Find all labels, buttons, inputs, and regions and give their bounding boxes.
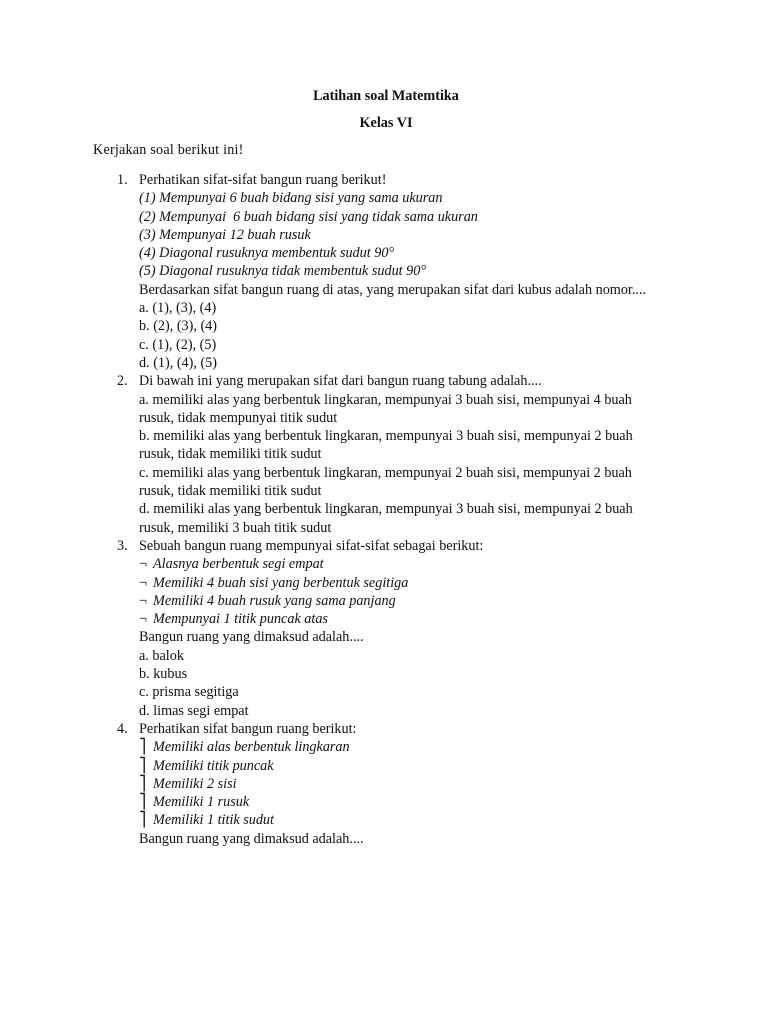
option: c. prisma segitiga bbox=[139, 684, 239, 701]
option: a. (1), (3), (4) bbox=[139, 300, 217, 317]
question-1 bbox=[117, 171, 657, 372]
option: d. memiliki alas yang berbentuk lingkaran, mempunyai 3 buah sisi, mempunyai 2 buah rusuk, memiliki 3 buah titik sudut bbox=[139, 501, 633, 536]
question-stem: Sebuah bangun ruang mempunyai sifat-sifat sebagai berikut: bbox=[139, 537, 484, 554]
statement: (2) Mempunyai 6 buah bidang sisi yang tidak sama ukuran bbox=[139, 208, 478, 225]
statement: Memiliki 4 buah sisi yang berbentuk segitiga bbox=[153, 574, 409, 591]
option: a. memiliki alas yang berbentuk lingkaran, mempunyai 3 buah sisi, mempunyai 4 buah rusuk, tidak mempunyai titik sudut bbox=[139, 391, 632, 426]
statement: Memiliki 2 sisi bbox=[153, 775, 237, 792]
document-subtitle: Kelas VI bbox=[359, 115, 413, 131]
question-2 bbox=[117, 372, 657, 537]
statement: (3) Mempunyai 12 buah rusuk bbox=[139, 226, 311, 243]
statement: Memiliki 1 titik sudut bbox=[153, 812, 274, 829]
option: b. (2), (3), (4) bbox=[139, 318, 218, 335]
document-title: Latihan soal Matemtika bbox=[313, 88, 459, 104]
question-prompt: Bangun ruang yang dimaksud adalah.... bbox=[139, 830, 364, 847]
option: c. (1), (2), (5) bbox=[139, 336, 217, 353]
statement: (1) Mempunyai 6 buah bidang sisi yang sama ukuran bbox=[139, 190, 443, 207]
question-prompt: Bangun ruang yang dimaksud adalah.... bbox=[139, 629, 364, 646]
bullet-icon: ⎤ bbox=[139, 739, 147, 756]
question-number: 3. bbox=[117, 537, 128, 554]
statement: Memiliki 1 rusuk bbox=[153, 794, 250, 811]
statement: Alasnya berbentuk segi empat bbox=[153, 556, 324, 573]
option: d. limas segi empat bbox=[139, 702, 249, 719]
question-number: 4. bbox=[117, 720, 128, 737]
option: d. (1), (4), (5) bbox=[139, 354, 218, 371]
statement: Memiliki titik puncak bbox=[153, 757, 274, 774]
bullet-icon: ¬ bbox=[139, 611, 148, 628]
option: c. memiliki alas yang berbentuk lingkaran, mempunyai 2 buah sisi, mempunyai 2 buah rusuk, tidak memiliki titik sudut bbox=[139, 464, 632, 500]
question-number: 1. bbox=[117, 172, 128, 188]
question-prompt: Berdasarkan sifat bangun ruang di atas, yang merupakan sifat dari kubus adalah nomor.... bbox=[139, 281, 647, 298]
question-stem: Perhatikan sifat bangun ruang berikut: bbox=[139, 720, 357, 737]
statement: (4) Diagonal rusuknya membentuk sudut 90° bbox=[139, 245, 395, 262]
question-number: 2. bbox=[117, 373, 128, 390]
bullet-icon: ⎤ bbox=[139, 775, 147, 792]
question-list bbox=[117, 171, 657, 848]
bullet-icon: ⎤ bbox=[139, 757, 147, 774]
bullet-icon: ⎤ bbox=[139, 794, 147, 811]
question-4 bbox=[117, 720, 657, 848]
question-stem: Di bawah ini yang merupakan sifat dari bangun ruang tabung adalah.... bbox=[139, 373, 542, 390]
statement: (5) Diagonal rusuknya tidak membentuk sudut 90° bbox=[139, 263, 427, 280]
statement: Memiliki alas berbentuk lingkaran bbox=[153, 739, 350, 756]
statement: Memiliki 4 buah rusuk yang sama panjang bbox=[153, 592, 396, 609]
option: b. kubus bbox=[139, 666, 188, 683]
instruction: Kerjakan soal berikut ini! bbox=[93, 142, 244, 158]
option: b. memiliki alas yang berbentuk lingkaran, mempunyai 3 buah sisi, mempunyai 2 buah rusuk, tidak memiliki titik sudut bbox=[139, 428, 633, 463]
question-3 bbox=[117, 537, 657, 720]
bullet-icon: ¬ bbox=[139, 556, 148, 573]
bullet-icon: ¬ bbox=[139, 592, 148, 609]
bullet-icon: ⎤ bbox=[139, 812, 147, 829]
bullet-icon: ¬ bbox=[139, 574, 148, 591]
option: a. balok bbox=[139, 647, 184, 664]
question-stem: Perhatikan sifat-sifat bangun ruang berikut! bbox=[139, 172, 387, 188]
statement: Mempunyai 1 titik puncak atas bbox=[153, 611, 328, 628]
